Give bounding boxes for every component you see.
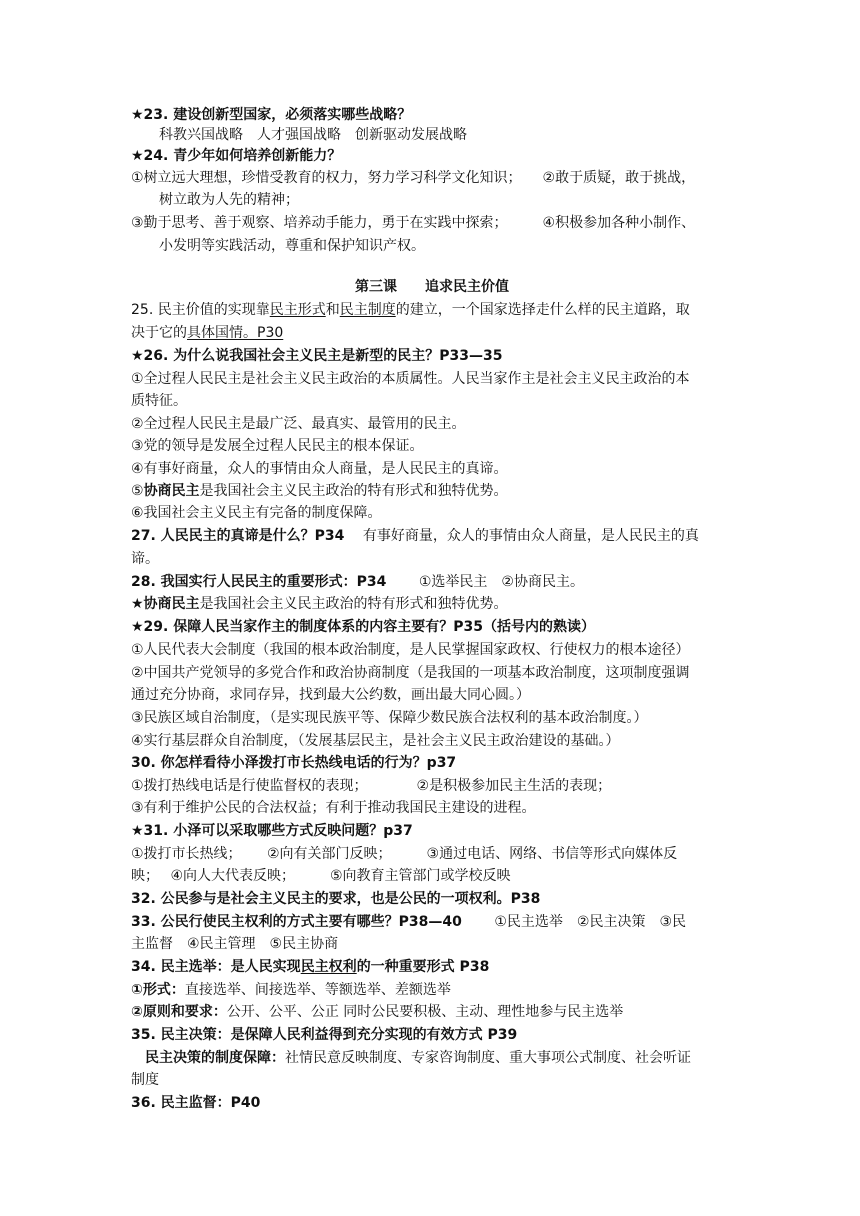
q23-heading: ★23. 建设创新型国家，必须落实哪些战略？ [131,107,412,123]
q36-heading: 36. 民主监督：P40 [131,1095,261,1111]
q30-heading: 30. 你怎样看待小泽拨打市长热线电话的行为？p37 [131,755,457,771]
q35-line2: 制度 [131,1072,159,1088]
q26-point1-line1: ①全过程人民民主是社会主义民主政治的本质属性。人民当家作主是社会主义民主政治的本 [131,371,690,387]
q34-forms: ①形式：直接选举、间接选举、等额选举、差额选举 [131,982,451,998]
q31-heading: ★31. 小泽可以采取哪些方式反映问题？p37 [131,823,413,839]
q35-heading: 35. 民主决策：是保障人民利益得到充分实现的有效方式 P39 [131,1027,518,1043]
q30-answer-line1: ①拨打热线电话是行使监督权的表现； ②是积极参加民主生活的表现； [131,778,612,794]
q28-note: ★协商民主是我国社会主义民主政治的特有形式和独特优势。 [131,596,508,612]
q26-point1-line2: 质特征。 [131,393,187,409]
q33-line1: 33. 公民行使民主权利的方式主要有哪些？P38—40 ①民主选举 ②民主决策 ③民 [131,914,687,930]
q24-answer-line1: ①树立远大理想，珍惜受教育的权力，努力学习科学文化知识； ②敢于质疑，敢于挑战， [131,170,696,186]
q35-line1: 民主决策的制度保障：社情民意反映制度、专家咨询制度、重大事项公式制度、社会听证 [145,1050,691,1066]
lesson-three-title: 第三课 追求民主价值 [355,279,509,295]
q26-point2: ②全过程人民民主是最广泛、最真实、最管用的民主。 [131,416,466,432]
q27-line2: 谛。 [131,551,159,567]
q29-heading: ★29. 保障人民当家作主的制度体系的内容主要有？P35（括号内的熟读） [131,619,595,635]
q27-line1: 27. 人民民主的真谛是什么？P34 有事好商量，众人的事情由众人商量，是人民民主的真 [131,528,699,544]
q34-principles: ②原则和要求：公开、公平、公正 同时公民要积极、主动、理性地参与民主选举 [131,1004,624,1020]
q25-line1: 25. 民主价值的实现靠民主形式和民主制度的建立，一个国家选择走什么样的民主道路，取 [131,302,690,318]
q25-line2: 决于它的具体国情。P30 [131,325,284,341]
q28: 28. 我国实行人民民主的重要形式：P34 ①选举民主 ②协商民主。 [131,574,584,590]
q31-answer-line2: 映； ④向人大代表反映； ⑤向教育主管部门或学校反映 [131,868,511,884]
q29-point2-line1: ②中国共产党领导的多党合作和政治协商制度（是我国的一项基本政治制度，这项制度强调 [131,665,690,681]
q29-point2-line2: 通过充分协商，求同存异，找到最大公约数，画出最大同心圆。） [131,687,530,703]
q24-answer-line3: ③勤于思考、善于观察、培养动手能力，勇于在实践中探索； ④积极参加各种小制作、 [131,215,696,231]
q26-point3: ③党的领导是发展全过程人民民主的根本保证。 [131,438,424,454]
q31-answer-line1: ①拨打市长热线； ②向有关部门反映； ③通过电话、网络、书信等形式向媒体反 [131,846,678,862]
q29-point1: ①人民代表大会制度（我国的根本政治制度，是人民掌握国家政权、行使权力的根本途径） [131,642,690,658]
q33-line2: 主监督 ④民主管理 ⑤民主协商 [131,936,339,952]
q30-answer-line2: ③有利于维护公民的合法权益；有利于推动我国民主建设的进程。 [131,800,536,816]
q29-point4: ④实行基层群众自治制度，（发展基层民主，是社会主义民主政治建设的基础。） [131,733,620,749]
q29-point3: ③民族区域自治制度，（是实现民族平等、保障少数民族合法权利的基本政治制度。） [131,710,648,726]
q26-point4: ④有事好商量，众人的事情由众人商量，是人民民主的真谛。 [131,461,508,477]
q23-answer: 科教兴国战略 人才强国战略 创新驱动发展战略 [159,127,467,143]
q26-heading: ★26. 为什么说我国社会主义民主是新型的民主？P33—35 [131,348,503,364]
q24-answer-line4: 小发明等实践活动，尊重和保护知识产权。 [159,238,425,254]
q24-answer-line2: 树立敢为人先的精神； [159,192,299,208]
q26-point5: ⑤协商民主是我国社会主义民主政治的特有形式和独特优势。 [131,483,508,499]
q26-point6: ⑥我国社会主义民主有完备的制度保障。 [131,505,382,521]
q34-heading: 34. 民主选举：是人民实现民主权利的一种重要形式 P38 [131,959,490,975]
q24-heading: ★24. 青少年如何培养创新能力？ [131,148,342,164]
q32: 32. 公民参与是社会主义民主的要求，也是公民的一项权利。P38 [131,891,541,907]
